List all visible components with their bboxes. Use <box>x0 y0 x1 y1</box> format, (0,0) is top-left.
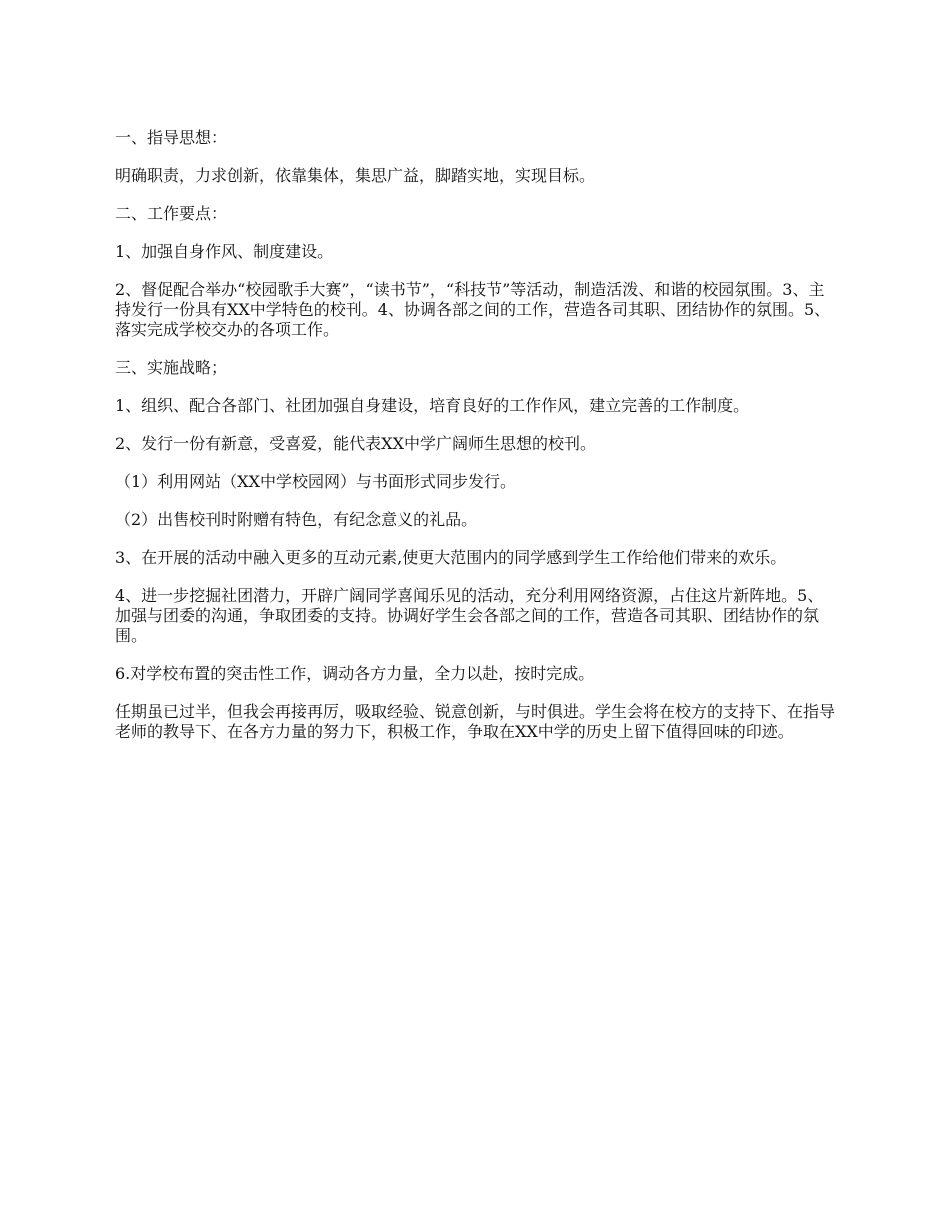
section-heading-guiding-thought: 一、指导思想： <box>115 128 228 147</box>
paragraph: （1）利用网站（XX中学校园网）与书面形式同步发行。 <box>115 472 516 491</box>
section-heading-work-points: 二、工作要点： <box>115 204 228 223</box>
paragraph: 2、督促配合举办“校园歌手大赛”，“读书节”，“科技节”等活动，制造活泼、和谐的校园氛围。3、主持发行一份具有XX中学特色的校刊。4、协调各部之间的工作，营造各司其职、团结协作的氛围。5、落实完成学校交办的各项工作。 <box>115 280 831 339</box>
paragraph: 3、在开展的活动中融入更多的互动元素,使更大范围内的同学感到学生工作给他们带来的欢乐。 <box>115 548 787 567</box>
section-heading-implementation: 三、实施战略； <box>115 358 228 377</box>
paragraph: 1、组织、配合各部门、社团加强自身建设，培育良好的工作作风，建立完善的工作制度。 <box>115 396 750 415</box>
paragraph: 明确职责，力求创新，依靠集体，集思广益，脚踏实地，实现目标。 <box>115 166 596 185</box>
paragraph: （2）出售校刊时附赠有特色，有纪念意义的礼品。 <box>115 510 478 529</box>
document-body <box>115 128 837 760</box>
paragraph: 2、发行一份有新意，受喜爱，能代表XX中学广阔师生思想的校刊。 <box>115 434 596 453</box>
closing-paragraph: 任期虽已过半，但我会再接再厉，吸取经验、锐意创新，与时俱进。学生会将在校方的支持下、在指导老师的教导下、在各方力量的努力下，积极工作，争取在XX中学的历史上留下值得回味的印迹。 <box>115 702 836 741</box>
paragraph: 4、进一步挖掘社团潜力，开辟广阔同学喜闻乐见的活动，充分利用网络资源，占住这片新阵地。5、加强与团委的沟通，争取团委的支持。协调好学生会各部之间的工作，营造各司其职、团结协作的氛围。 <box>115 586 824 645</box>
paragraph: 1、加强自身作风、制度建设。 <box>115 242 334 261</box>
paragraph: 6.对学校布置的突击性工作，调动各方力量，全力以赴，按时完成。 <box>115 664 595 683</box>
